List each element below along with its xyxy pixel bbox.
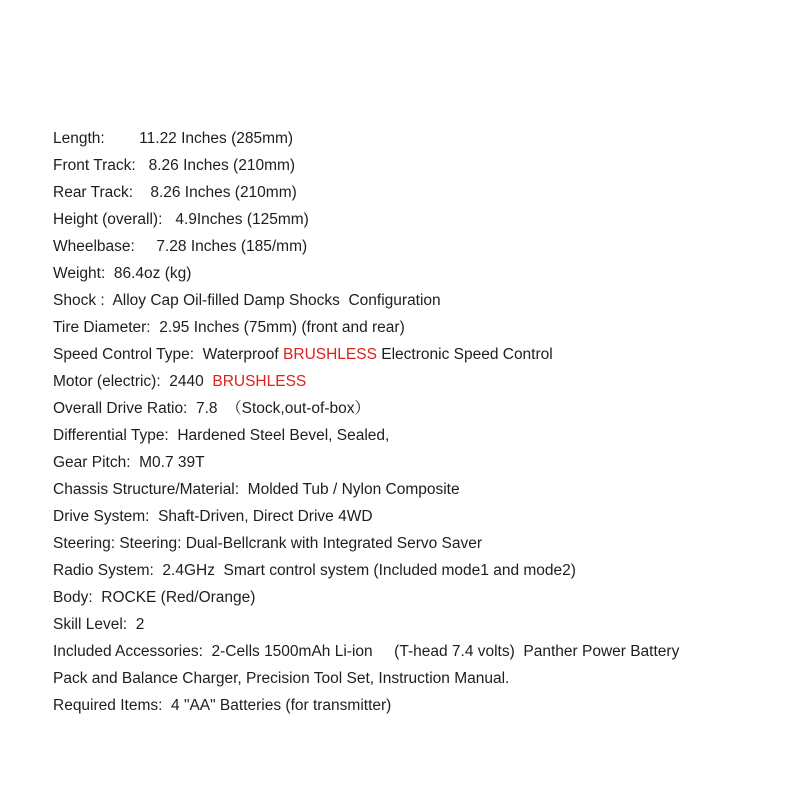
spec-accessories-line1: Included Accessories: 2-Cells 1500mAh Li-ion (T-head 7.4 volts) Panther Power Battery <box>53 643 680 660</box>
spec-list <box>53 125 793 719</box>
spec-radio: Radio System: 2.4GHz Smart control system (Included mode1 and mode2) <box>53 562 576 579</box>
spec-speed-control <box>53 341 793 368</box>
speed-control-brushless-highlight: BRUSHLESS <box>283 346 377 363</box>
spec-tire-diameter: Tire Diameter: 2.95 Inches (75mm) (front and rear) <box>53 319 405 336</box>
speed-control-suffix: Electronic Speed Control <box>376 346 553 363</box>
speed-control-prefix: Speed Control Type: Waterproof <box>53 346 284 363</box>
spec-chassis: Chassis Structure/Material: Molded Tub / Nylon Composite <box>53 481 460 498</box>
spec-body: Body: ROCKE (Red/Orange) <box>53 589 256 606</box>
spec-length: Length: 11.22 Inches (285mm) <box>53 130 294 147</box>
spec-skill: Skill Level: 2 <box>53 616 145 633</box>
spec-front-track: Front Track: 8.26 Inches (210mm) <box>53 157 296 174</box>
spec-accessories-line2: Pack and Balance Charger, Precision Tool Set, Instruction Manual. <box>53 670 510 687</box>
spec-rear-track: Rear Track: 8.26 Inches (210mm) <box>53 184 297 201</box>
motor-brushless-highlight: BRUSHLESS <box>212 373 307 390</box>
spec-shock: Shock : Alloy Cap Oil-filled Damp Shocks Configuration <box>53 292 441 309</box>
spec-wheelbase: Wheelbase: 7.28 Inches (185/mm) <box>53 238 308 255</box>
spec-steering: Steering: Steering: Dual-Bellcrank with Integrated Servo Saver <box>53 535 483 552</box>
spec-drive-system: Drive System: Shaft-Driven, Direct Drive 4WD <box>53 508 373 525</box>
spec-drive-ratio: Overall Drive Ratio: 7.8 （Stock,out-of-box） <box>53 400 371 417</box>
spec-motor <box>53 368 793 395</box>
spec-height: Height (overall): 4.9Inches (125mm) <box>53 211 309 228</box>
spec-required: Required Items: 4 "AA" Batteries (for transmitter) <box>53 697 392 714</box>
motor-prefix: Motor (electric): 2440 <box>53 373 213 390</box>
spec-differential: Differential Type: Hardened Steel Bevel, Sealed, <box>53 427 390 444</box>
spec-weight: Weight: 86.4oz (kg) <box>53 265 192 282</box>
spec-gear-pitch: Gear Pitch: M0.7 39T <box>53 454 205 471</box>
